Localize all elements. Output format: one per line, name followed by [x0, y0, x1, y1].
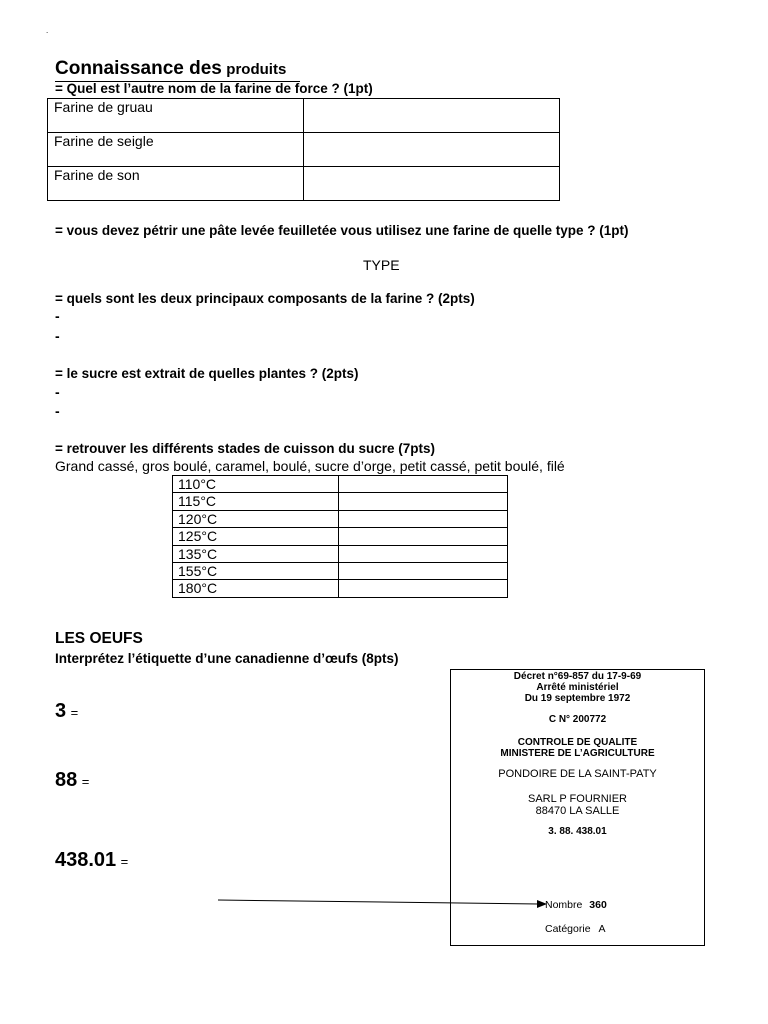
question-sugar-stages: = retrouver les différents stades de cuisson du sucre (7pts): [55, 441, 435, 456]
eggs-question: Interprétez l’étiquette d’une canadienne d’œufs (8pts): [55, 651, 399, 666]
temperature-cell: 125°C: [173, 528, 339, 545]
answer-dash: -: [55, 384, 60, 400]
table-row: [173, 476, 508, 493]
temperature-cell: 180°C: [173, 580, 339, 597]
table-row: [173, 528, 508, 545]
label-nombre: [545, 899, 607, 911]
question-flour-force: = Quel est l’autre nom de la farine de force ? (1pt): [55, 81, 373, 96]
label-address: 88470 LA SALLE: [535, 805, 620, 817]
temperature-cell: 155°C: [173, 562, 339, 579]
categorie-value: A: [598, 923, 606, 935]
egg-code: 88: [55, 769, 78, 791]
answer-cell[interactable]: [304, 167, 560, 201]
egg-code-row: [55, 769, 89, 792]
answer-dash: -: [55, 403, 60, 419]
label-cn: C N° 200772: [548, 714, 607, 725]
table-row: [173, 510, 508, 527]
answer-cell[interactable]: [339, 545, 508, 562]
egg-code: 3: [55, 700, 67, 722]
answer-cell[interactable]: [339, 476, 508, 493]
nombre-label: Nombre: [545, 899, 583, 911]
answer-dash: -: [55, 308, 60, 324]
answer-cell[interactable]: [339, 528, 508, 545]
answer-cell[interactable]: [339, 580, 508, 597]
label-code: 3. 88. 438.01: [548, 826, 607, 837]
table-row: [173, 545, 508, 562]
label-decree: Décret n°69-857 du 17-9-69: [513, 671, 642, 682]
flour-option: Farine de son: [48, 167, 304, 201]
question-flour-components: = quels sont les deux principaux composants de la farine ? (2pts): [55, 291, 475, 306]
table-row: [173, 580, 508, 597]
question-sugar-plants: = le sucre est extrait de quelles plantes ? (2pts): [55, 366, 359, 381]
temperature-cell: 115°C: [173, 493, 339, 510]
categorie-label: Catégorie: [545, 923, 591, 935]
answer-cell[interactable]: [339, 562, 508, 579]
temperature-cell: 110°C: [173, 476, 339, 493]
egg-code: 438.01: [55, 849, 117, 871]
nombre-value: 360: [589, 899, 607, 911]
equals-sign: =: [81, 774, 90, 789]
label-arrete: Arrêté ministériel: [536, 682, 619, 693]
table-row: [48, 133, 560, 167]
egg-label: [450, 669, 705, 946]
page-mark: .: [46, 26, 49, 35]
section-title-part1: Connaissance des: [55, 58, 222, 79]
flour-option: Farine de gruau: [48, 99, 304, 133]
section-title-part2: produits: [226, 61, 287, 78]
table-row: [173, 493, 508, 510]
flour-option: Farine de seigle: [48, 133, 304, 167]
label-quality-control: CONTROLE DE QUALITE: [517, 737, 638, 748]
temperature-cell: 120°C: [173, 510, 339, 527]
section-title: [55, 58, 300, 82]
sugar-stages-list: Grand cassé, gros boulé, caramel, boulé, sucre d’orge, petit cassé, petit boulé, filé: [55, 458, 565, 474]
table-row: [48, 99, 560, 133]
egg-code-row: [55, 849, 128, 872]
answer-cell[interactable]: [304, 99, 560, 133]
label-ministry: MINISTERE DE L’AGRICULTURE: [500, 748, 655, 759]
answer-cell[interactable]: [339, 493, 508, 510]
eggs-section-title: LES OEUFS: [55, 630, 143, 647]
label-date: Du 19 septembre 1972: [524, 693, 631, 704]
table-row: [48, 167, 560, 201]
label-company: SARL P FOURNIER: [527, 793, 628, 805]
question-flour-type: = vous devez pétrir une pâte levée feuilletée vous utilisez une farine de quelle type ? (1pt): [55, 223, 629, 238]
sugar-stages-table: [172, 475, 508, 598]
label-categorie: [545, 923, 605, 935]
temperature-cell: 135°C: [173, 545, 339, 562]
egg-code-row: [55, 700, 78, 723]
table-row: [173, 562, 508, 579]
type-label: TYPE: [363, 257, 400, 273]
label-pondoire: PONDOIRE DE LA SAINT-PATY: [498, 768, 657, 780]
flour-options-table: [47, 98, 560, 201]
equals-sign: =: [70, 705, 79, 720]
answer-cell[interactable]: [304, 133, 560, 167]
answer-cell[interactable]: [339, 510, 508, 527]
equals-sign: =: [120, 854, 129, 869]
answer-dash: -: [55, 328, 60, 344]
